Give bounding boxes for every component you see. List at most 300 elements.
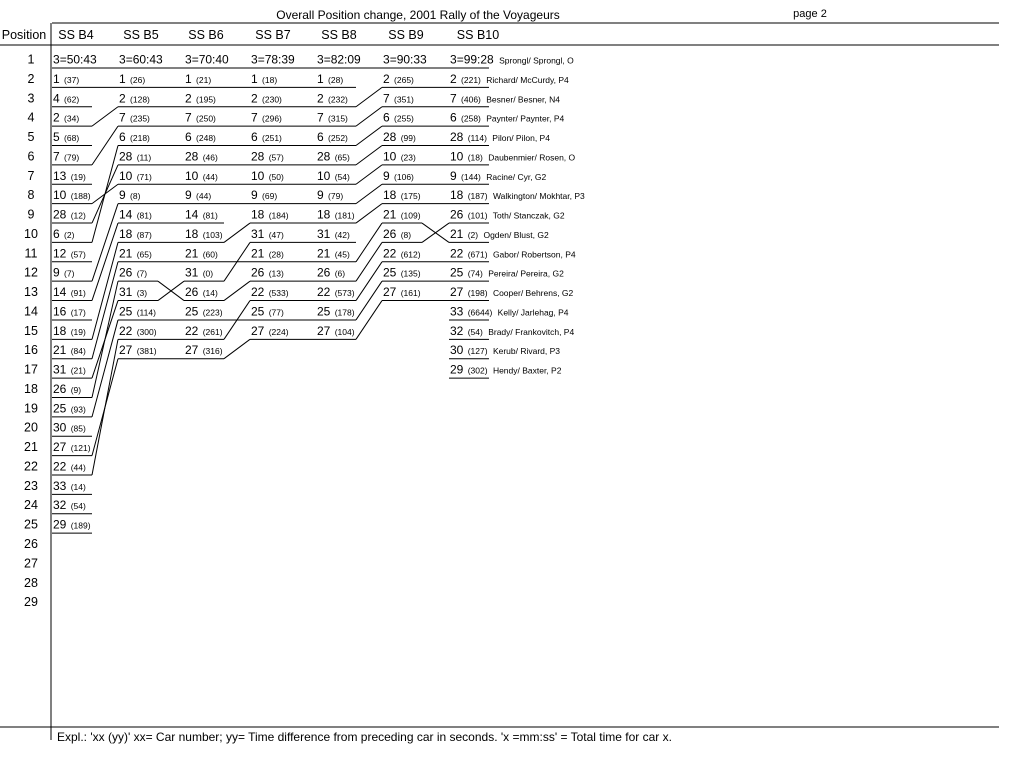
car-number: 1	[251, 71, 258, 86]
stage-entry	[317, 285, 355, 299]
position-connector	[356, 281, 382, 320]
car-number: 32	[450, 323, 464, 338]
car-number: 18	[185, 226, 199, 241]
time-difference: (8)	[398, 229, 412, 240]
time-difference: (2)	[465, 229, 479, 240]
stage-entry	[251, 188, 277, 202]
time-difference: (50)	[266, 171, 284, 182]
time-difference: (21)	[68, 365, 86, 376]
car-number: 25	[450, 265, 464, 280]
position-number: 14	[24, 304, 38, 319]
stage-entry	[185, 343, 223, 357]
time-difference: (316)	[200, 346, 223, 357]
car-number: 13	[53, 168, 67, 183]
car-number: 21	[450, 226, 464, 241]
stage-entry	[251, 169, 284, 183]
stage-entry	[450, 363, 562, 377]
time-difference: (195)	[193, 94, 216, 105]
time-difference: (175)	[398, 191, 421, 202]
car-number: 3	[317, 52, 324, 67]
stage-entry	[251, 149, 284, 163]
car-number: 28	[185, 149, 199, 164]
crew-label: Ogden/ Blust, G2	[481, 229, 549, 240]
time-difference: (28)	[266, 249, 284, 260]
car-number: 25	[53, 401, 67, 416]
time-difference: (71)	[134, 171, 152, 182]
stage-entry	[383, 72, 414, 86]
car-number: 14	[119, 207, 133, 222]
time-difference: (315)	[325, 113, 348, 124]
time-difference: (265)	[391, 74, 414, 85]
time-difference: (69)	[259, 191, 278, 202]
position-connector	[92, 281, 118, 397]
position-number: 22	[24, 459, 38, 474]
car-number: 6	[251, 130, 258, 145]
car-number: 27	[119, 343, 133, 358]
stage-entry	[251, 324, 289, 338]
time-difference: (19)	[68, 171, 86, 182]
stage-entry	[119, 343, 157, 357]
car-number: 6	[185, 130, 192, 145]
time-difference: (13)	[266, 268, 284, 279]
car-number: 32	[53, 498, 67, 513]
car-number: 1	[185, 71, 192, 86]
stage-entry	[450, 169, 547, 183]
time-difference: (11)	[134, 152, 152, 163]
car-number: 6	[53, 226, 60, 241]
position-number: 15	[24, 323, 38, 338]
car-number: 10	[251, 168, 265, 183]
car-number: 10	[185, 168, 199, 183]
position-number: 6	[27, 149, 35, 164]
stage-entry	[119, 53, 163, 67]
car-number: 10	[53, 188, 67, 203]
position-number: 8	[27, 188, 35, 203]
time-difference: (6644)	[465, 307, 493, 318]
time-difference: (406)	[458, 94, 481, 105]
car-number: 2	[251, 91, 258, 106]
stage-entry	[317, 53, 361, 67]
position-numbers	[24, 53, 38, 610]
time-difference: (47)	[266, 229, 284, 240]
car-number: 18	[317, 207, 331, 222]
car-number: 18	[450, 188, 464, 203]
time-difference: (104)	[332, 326, 355, 337]
car-number: 28	[53, 207, 67, 222]
stage-entry	[185, 246, 218, 260]
car-number: 22	[450, 246, 464, 261]
stage-entry	[53, 169, 86, 183]
car-number: 2	[317, 91, 324, 106]
car-number: 21	[119, 246, 133, 261]
car-number: 28	[383, 130, 397, 145]
position-number: 16	[24, 343, 38, 358]
stage-entry	[251, 266, 284, 280]
time-difference: (181)	[332, 210, 355, 221]
position-number: 7	[27, 168, 35, 183]
stage-header: SS B8	[321, 28, 357, 42]
stage-entry	[251, 53, 295, 67]
car-number: 6	[450, 110, 457, 125]
position-connector	[356, 204, 382, 223]
stage-entry	[119, 324, 157, 338]
stage-entry	[450, 149, 576, 163]
stage-entry	[53, 479, 86, 493]
stage-entry	[251, 246, 284, 260]
stage-entry	[317, 227, 350, 241]
position-number: 28	[24, 575, 38, 590]
car-number: 30	[450, 343, 464, 358]
time-difference: (18)	[465, 152, 483, 163]
car-number: 3	[383, 52, 390, 67]
time-difference: (101)	[465, 210, 488, 221]
stage-entry	[185, 208, 218, 222]
stage-entry	[53, 363, 86, 377]
crew-label: Sprongl/ Sprongl, O	[496, 55, 574, 66]
stage-entry	[317, 246, 350, 260]
car-number: 3	[251, 52, 258, 67]
car-number: 4	[53, 91, 60, 106]
time-difference: (114)	[465, 133, 487, 144]
stage-entry	[383, 208, 421, 222]
stage-entry	[53, 130, 79, 144]
car-number: 9	[450, 168, 457, 183]
stage-entry	[251, 285, 289, 299]
car-number: 28	[119, 149, 133, 164]
stage-header: SS B9	[388, 28, 424, 42]
crew-label: Kerub/ Rivard, P3	[490, 346, 561, 357]
time-difference: (81)	[134, 210, 152, 221]
position-number: 9	[27, 207, 35, 222]
time-difference: (14)	[68, 481, 86, 492]
stage-entry	[185, 227, 223, 241]
stage-entry	[185, 188, 211, 202]
stage-entry	[53, 498, 86, 512]
stage-entry	[185, 169, 218, 183]
car-number: 27	[317, 323, 331, 338]
stage-entry	[251, 208, 289, 222]
stage-entry	[53, 382, 81, 396]
total-time: =70:40	[191, 52, 229, 67]
time-difference: (232)	[325, 94, 348, 105]
stage-entry	[317, 188, 343, 202]
time-difference: (7)	[134, 268, 148, 279]
car-number: 9	[383, 168, 390, 183]
total-time: =82:09	[323, 52, 361, 67]
car-number: 31	[119, 285, 133, 300]
crew-label: Gabor/ Robertson, P4	[490, 249, 576, 260]
position-number: 21	[24, 440, 38, 455]
car-number: 5	[53, 130, 60, 145]
time-difference: (189)	[68, 520, 91, 531]
stage-entry	[53, 304, 86, 318]
car-number: 27	[53, 440, 67, 455]
time-difference: (28)	[325, 74, 344, 85]
time-difference: (573)	[332, 288, 355, 299]
position-number: 26	[24, 537, 38, 551]
stage-entry	[450, 130, 550, 144]
stage-entry	[53, 227, 75, 241]
stage-header: SS B4	[58, 28, 94, 42]
car-number: 6	[317, 130, 324, 145]
car-number: 6	[383, 110, 390, 125]
time-difference: (19)	[68, 326, 86, 337]
stage-entry	[383, 53, 427, 67]
stage-entry	[450, 324, 574, 338]
time-difference: (57)	[68, 249, 86, 260]
car-number: 1	[53, 71, 60, 86]
time-difference: (300)	[134, 326, 157, 337]
stage-entry	[53, 401, 86, 415]
stage-entry	[383, 227, 411, 241]
time-difference: (87)	[134, 229, 152, 240]
car-number: 26	[119, 265, 133, 280]
time-difference: (198)	[465, 288, 488, 299]
time-difference: (34)	[61, 113, 80, 124]
position-number: 20	[24, 420, 38, 435]
time-difference: (79)	[325, 191, 344, 202]
stage-headers	[58, 28, 499, 42]
time-difference: (258)	[458, 113, 481, 124]
time-difference: (103)	[200, 229, 223, 240]
stage-entry	[185, 285, 218, 299]
position-connector	[356, 184, 382, 203]
stage-entry	[450, 208, 565, 222]
time-difference: (218)	[127, 133, 150, 144]
stage-entry	[251, 227, 284, 241]
time-difference: (184)	[266, 210, 289, 221]
stage-entries	[53, 53, 585, 532]
car-number: 10	[450, 149, 464, 164]
stage-entry	[317, 169, 350, 183]
car-number: 27	[450, 285, 464, 300]
stage-entry	[119, 266, 147, 280]
time-difference: (351)	[391, 94, 414, 105]
time-difference: (230)	[259, 94, 282, 105]
explanation-note: Expl.: 'xx (yy)' xx= Car number; yy= Time difference from preceding car in seconds. 'x =mm:ss' = Total time for car x.	[57, 730, 672, 744]
stage-entry	[185, 130, 216, 144]
crew-label: Walkington/ Mokhtar, P3	[490, 191, 585, 202]
car-number: 21	[383, 207, 397, 222]
stage-entry	[450, 227, 549, 241]
car-number: 31	[53, 362, 67, 377]
position-connector	[356, 223, 382, 262]
stage-entry	[317, 208, 355, 222]
stage-entry	[450, 53, 574, 67]
car-number: 29	[450, 362, 464, 377]
stage-entry	[317, 130, 348, 144]
car-number: 9	[119, 188, 126, 203]
car-number: 26	[450, 207, 464, 222]
time-difference: (106)	[391, 171, 414, 182]
time-difference: (17)	[68, 307, 86, 318]
crew-label: Kelly/ Jarlehag, P4	[495, 307, 569, 318]
car-number: 21	[251, 246, 265, 261]
car-number: 22	[119, 323, 133, 338]
time-difference: (42)	[332, 229, 350, 240]
total-time: =50:43	[59, 52, 97, 67]
time-difference: (68)	[61, 133, 80, 144]
time-difference: (81)	[200, 210, 218, 221]
car-number: 9	[185, 188, 192, 203]
chart-title: Overall Position change, 2001 Rally of the Voyageurs	[276, 8, 560, 22]
time-difference: (671)	[465, 249, 488, 260]
time-difference: (44)	[193, 191, 212, 202]
stage-entry	[251, 91, 282, 105]
stage-entry	[53, 343, 86, 357]
car-number: 22	[53, 459, 67, 474]
stage-entry	[317, 149, 350, 163]
stage-entry	[119, 149, 151, 163]
car-number: 26	[317, 265, 331, 280]
car-number: 31	[251, 226, 265, 241]
stage-entry	[383, 285, 421, 299]
car-number: 3	[450, 52, 457, 67]
car-number: 10	[119, 168, 133, 183]
stage-entry	[450, 111, 565, 125]
car-number: 22	[383, 246, 397, 261]
car-number: 28	[450, 130, 464, 145]
stage-entry	[450, 304, 569, 318]
time-difference: (99)	[398, 133, 416, 144]
stage-entry	[119, 227, 152, 241]
car-number: 28	[251, 149, 265, 164]
car-number: 7	[317, 110, 324, 125]
car-number: 14	[53, 285, 67, 300]
time-difference: (250)	[193, 113, 216, 124]
stage-entry	[317, 266, 345, 280]
time-difference: (188)	[68, 191, 91, 202]
car-number: 16	[53, 304, 67, 319]
position-connector	[92, 223, 118, 301]
stage-entry	[53, 285, 86, 299]
car-number: 31	[185, 265, 199, 280]
car-number: 10	[383, 149, 397, 164]
car-number: 2	[185, 91, 192, 106]
stage-entry	[383, 266, 421, 280]
stage-entry	[53, 518, 91, 532]
car-number: 25	[317, 304, 331, 319]
position-connector	[224, 281, 250, 300]
stage-entry	[450, 285, 574, 299]
stage-entry	[119, 91, 150, 105]
car-number: 25	[251, 304, 265, 319]
position-connector	[92, 107, 118, 126]
time-difference: (612)	[398, 249, 421, 260]
position-connector	[356, 242, 382, 281]
stage-entry	[317, 91, 348, 105]
crew-label: Richard/ McCurdy, P4	[483, 74, 569, 85]
position-number: 18	[24, 381, 38, 396]
stage-entry	[53, 111, 79, 125]
car-number: 18	[383, 188, 397, 203]
position-number: 23	[24, 478, 38, 493]
time-difference: (127)	[465, 346, 488, 357]
stage-entry	[185, 304, 223, 318]
stage-entry	[53, 91, 79, 105]
time-difference: (178)	[332, 307, 355, 318]
car-number: 25	[185, 304, 199, 319]
stage-entry	[383, 149, 416, 163]
stage-entry	[450, 188, 585, 202]
position-connector	[92, 320, 118, 417]
position-number: 29	[24, 595, 38, 610]
stage-entry	[251, 111, 282, 125]
position-connector	[356, 87, 382, 106]
position-number: 11	[24, 246, 38, 261]
time-difference: (121)	[68, 443, 91, 454]
time-difference: (381)	[134, 346, 157, 357]
time-difference: (79)	[61, 152, 80, 163]
time-difference: (261)	[200, 326, 223, 337]
time-difference: (128)	[127, 94, 150, 105]
time-difference: (45)	[332, 249, 350, 260]
position-number: 3	[27, 91, 35, 106]
crew-label: Pereira/ Pereira, G2	[485, 268, 564, 279]
position-connector	[356, 165, 382, 184]
car-number: 3	[119, 52, 126, 67]
car-number: 26	[251, 265, 265, 280]
stage-entry	[383, 111, 414, 125]
car-number: 2	[383, 71, 390, 86]
stage-entry	[185, 72, 211, 86]
crew-label: Brady/ Frankovitch, P4	[485, 326, 575, 337]
time-difference: (93)	[68, 404, 86, 415]
position-number: 12	[24, 265, 38, 280]
crew-label: Hendy/ Baxter, P2	[490, 365, 562, 376]
time-difference: (18)	[259, 74, 278, 85]
position-connector	[92, 146, 118, 243]
car-number: 3	[185, 52, 192, 67]
time-difference: (54)	[332, 171, 350, 182]
car-number: 25	[119, 304, 133, 319]
time-difference: (221)	[458, 74, 481, 85]
stage-entry	[53, 459, 86, 473]
car-number: 27	[383, 285, 397, 300]
car-number: 21	[185, 246, 199, 261]
time-difference: (54)	[465, 326, 483, 337]
time-difference: (0)	[200, 268, 214, 279]
car-number: 2	[450, 71, 457, 86]
time-difference: (302)	[465, 365, 488, 376]
time-difference: (9)	[68, 384, 82, 395]
car-number: 31	[317, 226, 331, 241]
position-number: 27	[24, 556, 38, 571]
car-number: 7	[251, 110, 258, 125]
stage-entry	[53, 266, 75, 280]
time-difference: (252)	[325, 133, 348, 144]
time-difference: (65)	[332, 152, 350, 163]
car-number: 21	[317, 246, 331, 261]
stage-entry	[53, 188, 91, 202]
car-number: 25	[383, 265, 397, 280]
time-difference: (109)	[398, 210, 421, 221]
car-number: 18	[119, 226, 133, 241]
stage-entry	[251, 72, 277, 86]
car-number: 9	[53, 265, 60, 280]
car-number: 18	[53, 323, 67, 338]
time-difference: (74)	[465, 268, 483, 279]
position-connector	[356, 301, 382, 340]
car-number: 2	[119, 91, 126, 106]
car-number: 12	[53, 246, 67, 261]
stage-entry	[53, 440, 91, 454]
stage-entry	[119, 111, 150, 125]
time-difference: (533)	[266, 288, 289, 299]
position-number: 5	[27, 130, 35, 145]
time-difference: (77)	[266, 307, 284, 318]
stage-entry	[53, 421, 86, 435]
